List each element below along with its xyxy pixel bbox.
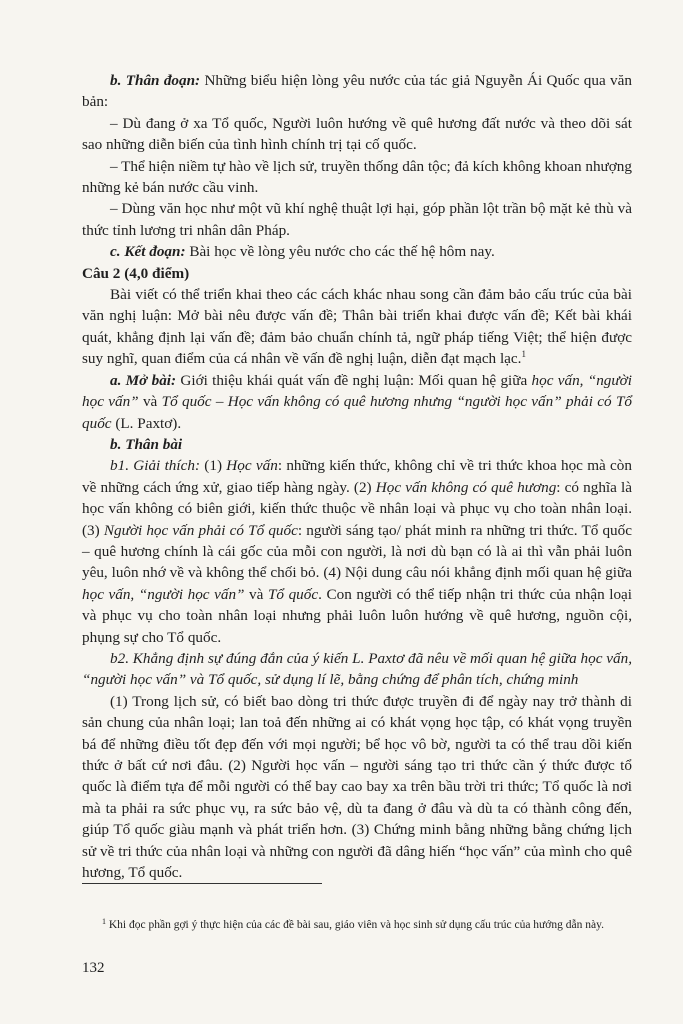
b1-text: (1) [200, 457, 227, 475]
footnote [82, 917, 632, 933]
mo-bai-paragraph [82, 370, 632, 434]
cau2-intro [82, 284, 632, 370]
mo-bai-heading: a. Mở bài: [110, 371, 177, 389]
section-c-text: Bài học về lòng yêu nước cho các thế hệ hôm nay. [185, 243, 495, 261]
b2-body: (1) Trong lịch sử, có biết bao dòng tri thức được truyền đi để ngày nay trở thành di sản chung của nhân loại; lan toả đến những ai có khát vọng học tập, có khát vọng truyền bá để những điều tốt đẹp đến với mọi người; bể học vô bờ, người ta có thể trau dồi kiến thức ở bất cứ nơi đâu. (2) Người học vấn – người sáng tạo tri thức cần ý thức được tổ quốc là điểm tựa để mỗi người có thể bay cao bay xa trên bầu trời tri thức; Tổ quốc là nơi mà ta phải ra sức phục vụ, ra sức bảo vệ, dù ta đang ở đâu và dù ta có thành công đến, giúp Tổ quốc giàu mạnh và phát triển hơn. (3) Chứng minh bằng những bằng chứng lịch sử về tri thức của nhân loại và những con người đã dâng hiến “học vấn” của mình cho quê hương, Tổ quốc. [82, 692, 632, 882]
b1-term: Người học vấn phải có Tổ quốc [103, 521, 298, 539]
b1-term: Tổ quốc [267, 585, 319, 603]
b1-text: : những kiến thức, không chỉ về tri thức khoa học mà còn về những cách ứng xử, giao tiếp hàng ngày. (2) [82, 457, 632, 496]
mo-bai-term: Tổ quốc – Học vấn không có quê hương nhưng “người học vấn” phải có Tổ quốc [82, 393, 632, 432]
b1-term: Học vấn không có quê hương [375, 478, 557, 496]
footnote-divider [82, 883, 322, 884]
mo-bai-term: “người học vấn” [82, 371, 632, 411]
mo-bai-text: (L. Paxtơ). [111, 414, 182, 432]
page-body [82, 70, 632, 883]
footnote-text: Khi đọc phần gợi ý thực hiện của các đề bài sau, giáo viên và học sinh sử dụng cấu trúc của hướng dẫn này. [106, 918, 604, 931]
bullet-item: – Thể hiện niềm tự hào về lịch sử, truyền thống dân tộc; đả kích không khoan nhượng những kẻ bán nước cầu vinh. [82, 157, 632, 197]
section-b-text: Những biểu hiện lòng yêu nước của tác giả Nguyễn Ái Quốc qua văn bản: [82, 72, 632, 111]
section-b-paragraph [82, 70, 632, 113]
footnote-number: 1 [102, 916, 106, 926]
mo-bai-text: Giới thiệu khái quát vấn đề nghị luận: Mối quan hệ giữa [176, 371, 532, 389]
page-number: 132 [82, 960, 105, 976]
b1-text: . Con người có thể tiếp nhận tri thức của nhận loại và phục vụ cho toàn nhân loại nhưng phải luôn luôn hướng về quê hương, nguồn cội, phụng sự cho Tổ quốc. [82, 585, 633, 646]
section-b-heading: b. Thân đoạn: [110, 72, 201, 89]
b1-paragraph [82, 455, 632, 648]
b1-text: và [244, 585, 268, 603]
bullet-item: – Dù đang ở xa Tổ quốc, Người luôn hướng về quê hương đất nước và theo dõi sát sao những diễn biến của tình hình chính trị tại cố quốc. [82, 114, 632, 154]
b1-text: : có nghĩa là học vấn không có biên giới, kiến thức thuộc về nhân loại và phục vụ cho toàn nhân loại. (3) [82, 478, 632, 539]
footnote-mark: 1 [521, 349, 526, 360]
b1-label: b1. Giải thích: [110, 457, 200, 475]
b1-text: : người sáng tạo/ phát minh ra những tri thức. Tổ quốc – quê hương chính là cái gốc của mỗi con người, là nơi dù bạn có là ai thì vẫn phải luôn yêu, luôn nhớ về và không thể chối bỏ. (4) Nội dung câu nói khẳng định mối quan hệ giữa [82, 521, 632, 582]
cau2-heading: Câu 2 (4,0 điểm) [82, 264, 190, 282]
cau2-intro-text: Bài viết có thể triển khai theo các cách khác nhau song cần đảm bảo cấu trúc của bài văn nghị luận: Mở bài nêu được vấn đề; Thân bài triển khai được vấn đề; Kết bài khái quát, khẳng định lại vấn đề; đảm bảo chuẩn chính tả, ngữ pháp tiếng Việt; thể hiện được suy nghĩ, quan điểm của cá nhân về vấn đề nghị luận, diễn đạt mạch lạc. [82, 286, 632, 368]
mo-bai-text: và [138, 393, 162, 411]
b1-term: Học vấn [226, 457, 278, 475]
section-c-heading: c. Kết đoạn: [110, 243, 186, 261]
section-c-paragraph [82, 241, 632, 262]
mo-bai-term: học vấn, [531, 371, 584, 389]
b1-term: học vấn, “người học vấn” [82, 585, 245, 603]
than-bai-heading: b. Thân bài [110, 435, 183, 453]
bullet-item: – Dùng văn học như một vũ khí nghệ thuật lợi hại, góp phần lột trần bộ mặt kẻ thù và thức tỉnh lương tri nhân dân Pháp. [82, 200, 632, 239]
b2-label: b2. Khẳng định sự đúng đắn của ý kiến L. Paxtơ đã nêu về mối quan hệ giữa học vấn, “người học vấn” và Tổ quốc, sử dụng lí lẽ, bằng chứng để phân tích, chứng minh [82, 649, 632, 689]
